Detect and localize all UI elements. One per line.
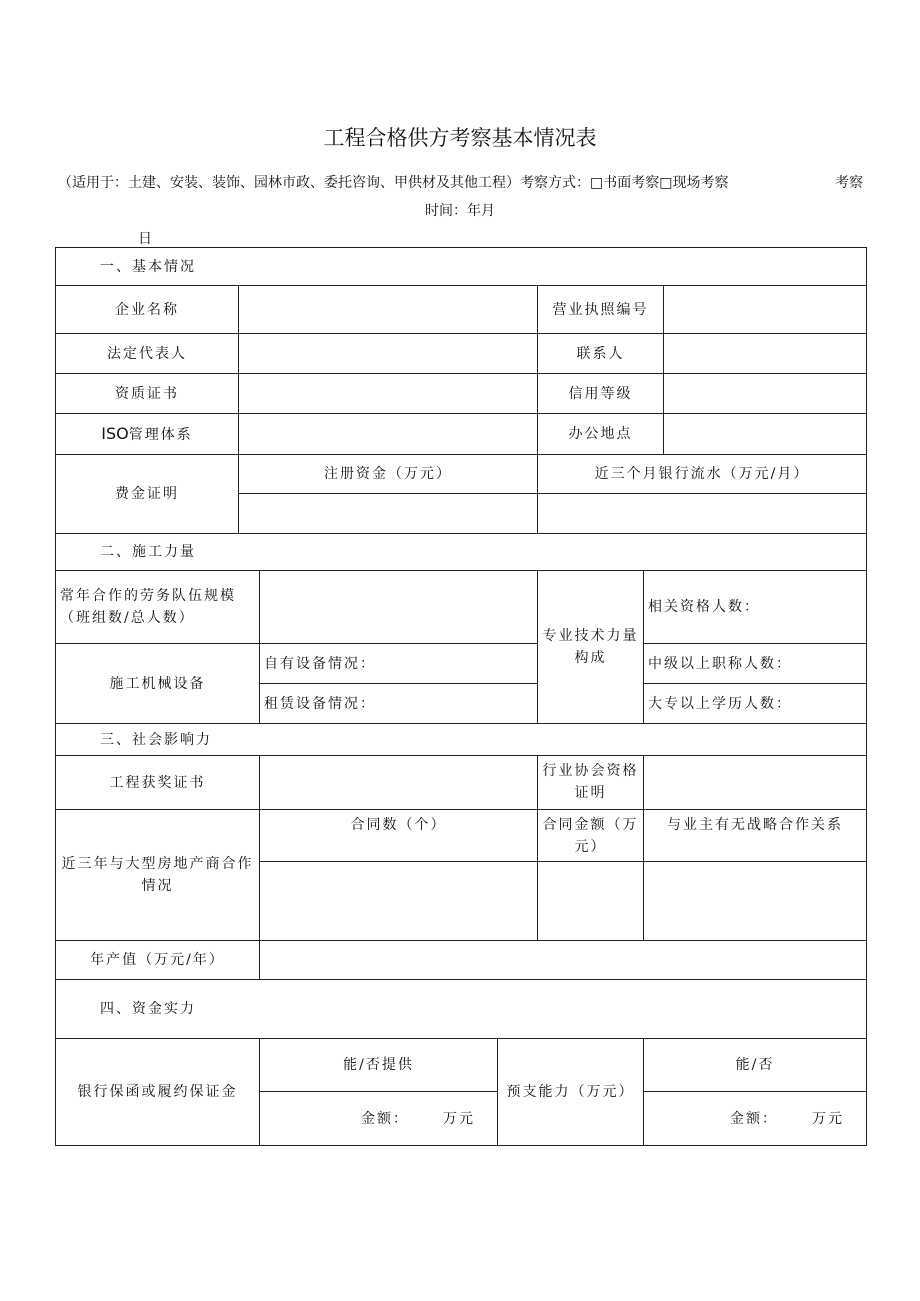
time-line: 时间：年月 <box>425 203 495 219</box>
registered-capital-field[interactable] <box>239 494 538 534</box>
awards-label: 工程获奖证书 <box>56 756 260 810</box>
prepay-label: 预支能力（万元） <box>498 1039 644 1146</box>
annual-output-label: 年产值（万元/年） <box>56 941 260 980</box>
cooperation-label: 近三年与大型房地产商合作情况 <box>56 810 260 941</box>
section4-heading: 四、资金实力 <box>56 980 867 1039</box>
contract-count-label: 合同数（个） <box>260 810 538 862</box>
labor-team-field[interactable] <box>260 571 538 644</box>
strategic-field[interactable] <box>644 862 867 941</box>
section3-heading: 三、社会影响力 <box>56 724 867 756</box>
mid-title-count-field[interactable]: 中级以上职称人数： <box>644 644 867 684</box>
machinery-label: 施工机械设备 <box>56 644 260 724</box>
prepay-amount-label: 金额： <box>730 1110 778 1127</box>
bank-flow-field[interactable] <box>538 494 867 534</box>
contract-count-field[interactable] <box>260 862 538 941</box>
iso-system-label <box>56 414 239 455</box>
association-field[interactable] <box>644 756 867 810</box>
leased-equipment-field[interactable]: 租赁设备情况： <box>260 684 538 724</box>
qualification-label: 资质证书 <box>56 374 239 414</box>
section2-heading: 二、施工力量 <box>56 534 867 571</box>
page-title: 工程合格供方考察基本情况表 <box>323 126 597 150</box>
credit-level-label: 信用等级 <box>538 374 664 414</box>
time-prefix: 考察 <box>835 175 863 191</box>
license-no-label: 营业执照编号 <box>538 286 664 334</box>
own-equipment-field[interactable]: 自有设备情况： <box>260 644 538 684</box>
prepay-amount-unit: 万元 <box>812 1110 844 1127</box>
iso-suffix: 管理体系 <box>128 426 193 443</box>
scope-line: （适用于：土建、安装、装饰、园林市政、委托咨询、甲供材及其他工程）考察方式：□书面考察□现场考察 <box>58 175 729 191</box>
office-field[interactable] <box>664 414 867 455</box>
guarantee-amount-unit: 万元 <box>443 1110 475 1127</box>
office-label: 办公地点 <box>538 414 664 455</box>
day-label: 日 <box>138 231 152 247</box>
company-name-field[interactable] <box>239 286 538 334</box>
guarantee-can-provide[interactable]: 能/否提供 <box>260 1039 498 1092</box>
inspection-form-table <box>55 247 867 1146</box>
professional-label: 专业技术力量构成 <box>538 571 644 724</box>
strategic-label: 与业主有无战略合作关系 <box>644 810 867 862</box>
contact-field[interactable] <box>664 334 867 374</box>
qualified-count-field[interactable]: 相关资格人数： <box>644 571 867 644</box>
qualification-field[interactable] <box>239 374 538 414</box>
legal-rep-label: 法定代表人 <box>56 334 239 374</box>
guarantee-amount-label: 金额： <box>361 1110 409 1127</box>
section1-heading: 一、基本情况 <box>56 248 867 286</box>
iso-system-field[interactable] <box>239 414 538 455</box>
iso-prefix: ISO <box>101 423 129 443</box>
funds-proof-label: 费金证明 <box>56 455 239 534</box>
credit-level-field[interactable] <box>664 374 867 414</box>
contact-label: 联系人 <box>538 334 664 374</box>
guarantee-label: 银行保函或履约保证金 <box>56 1039 260 1146</box>
college-count-field[interactable]: 大专以上学历人数： <box>644 684 867 724</box>
license-no-field[interactable] <box>664 286 867 334</box>
prepay-yes-no[interactable]: 能/否 <box>644 1039 867 1092</box>
annual-output-field[interactable] <box>260 941 867 980</box>
contract-amount-label: 合同金额（万元） <box>538 810 644 862</box>
awards-field[interactable] <box>260 756 538 810</box>
bank-flow-label: 近三个月银行流水（万元/月） <box>538 455 867 494</box>
association-label: 行业协会资格证明 <box>538 756 644 810</box>
contract-amount-field[interactable] <box>538 862 644 941</box>
guarantee-amount-field[interactable] <box>260 1092 498 1146</box>
legal-rep-field[interactable] <box>239 334 538 374</box>
registered-capital-label: 注册资金（万元） <box>239 455 538 494</box>
company-name-label: 企业名称 <box>56 286 239 334</box>
prepay-amount-field[interactable] <box>644 1092 867 1146</box>
labor-team-label: 常年合作的劳务队伍规模（班组数/总人数） <box>56 571 260 644</box>
